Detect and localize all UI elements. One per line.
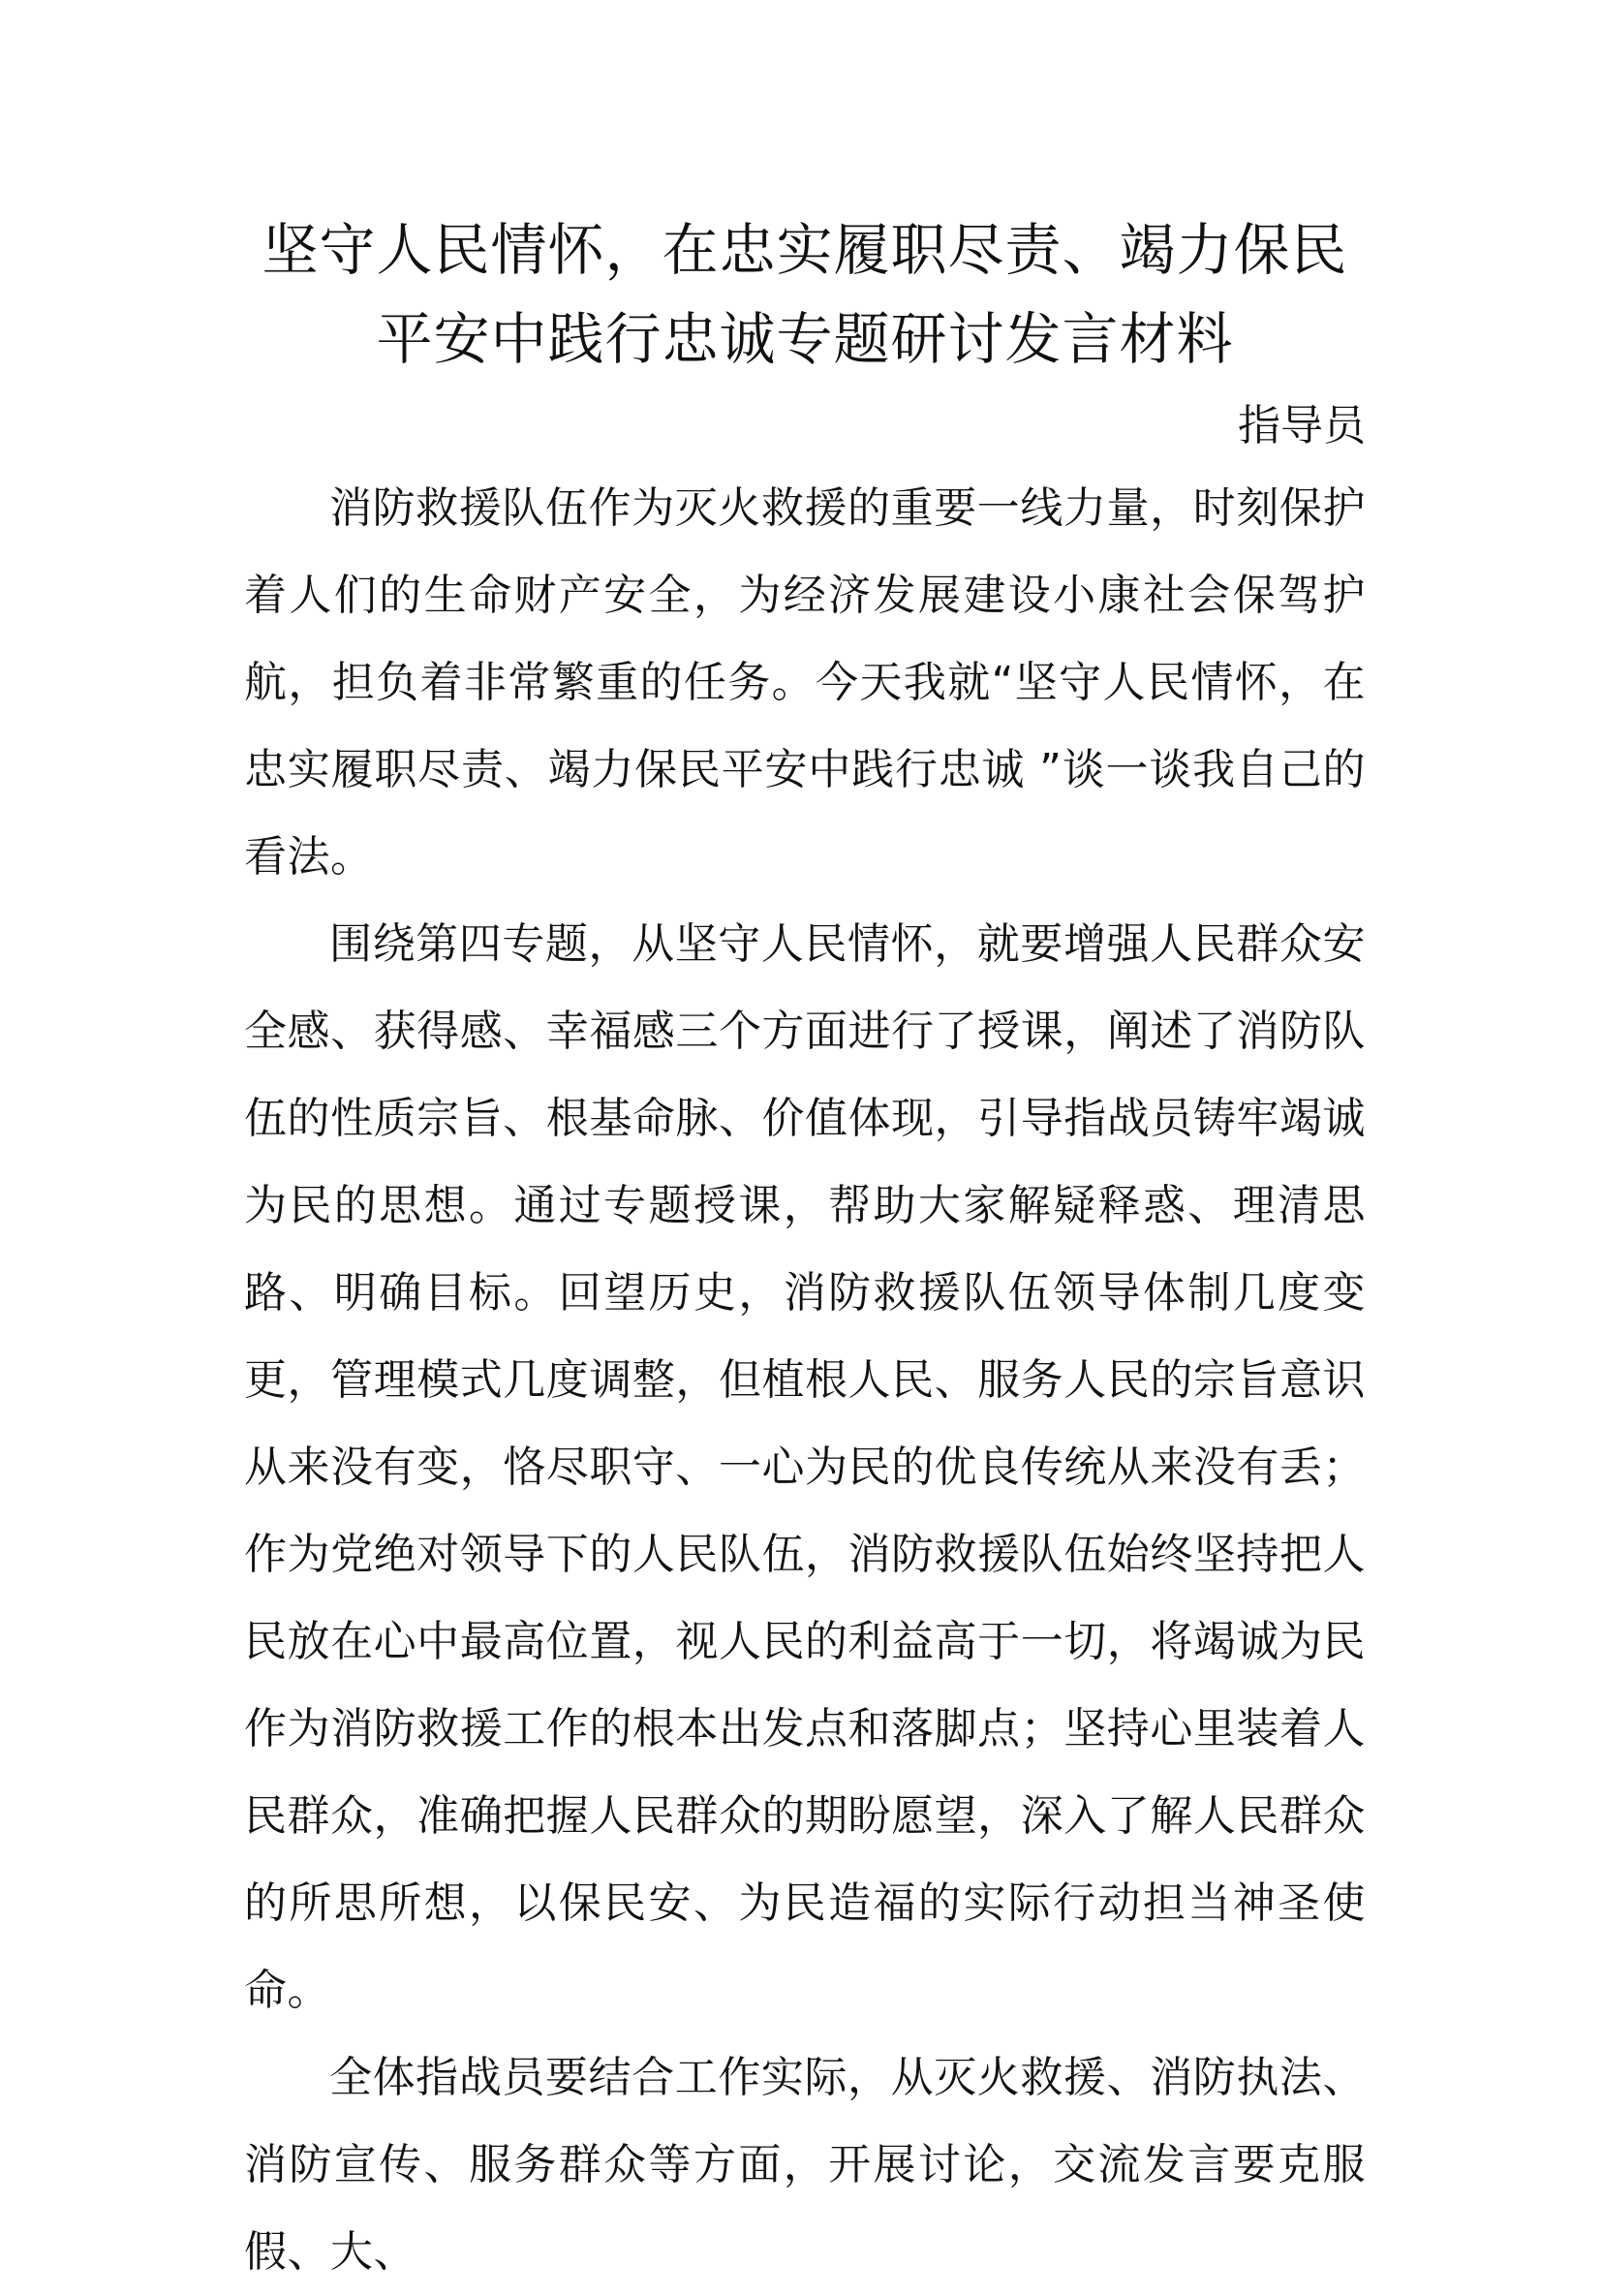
title-line-2: 平安中践行忠诚专题研讨发言材料 (376, 306, 1234, 372)
paragraph-2: 围绕第四专题，从坚守人民情怀，就要增强人民群众安全感、获得感、幸福感三个方面进行了授课，阐述了消防队伍的性质宗旨、根基命脉、价值体现，引导指战员铸牢竭诚为民的思想。通过专题授课，帮助大家解疑释惑、理清思路、明确目标。回望历史，消防救援队伍领导体制几度变更，管理模式几度调整，但植根人民、服务人民的宗旨意识从来没有变，恪尽职守、一心为民的优良传统从来没有丢；作为党绝对领导下的人民队伍，消防救援队伍始终坚持把人民放在心中最高位置，视人民的利益高于一切，将竭诚为民作为消防救援工作的根本出发点和落脚点；坚持心里装着人民群众，准确把握人民群众的期盼愿望，深入了解人民群众的所思所想，以保民安、为民造福的实际行动担当神圣使命。 (244, 919, 1366, 2015)
document-title (244, 205, 1366, 384)
document-content (244, 205, 1366, 2296)
title-line-1: 坚守人民情怀，在忠实履职尽责、竭力保民 (262, 217, 1348, 283)
author-role: 指导员 (1238, 401, 1366, 450)
paragraph-1: 消防救援队伍作为灭火救援的重要一线力量，时刻保护着人们的生命财产安全，为经济发展建设小康社会保驾护航，担负着非常繁重的任务。今天我就“坚守人民情怀，在忠实履职尽责、竭力保民平安中践行忠诚 ”谈一谈我自己的看法。 (244, 483, 1366, 882)
paragraph-3: 全体指战员要结合工作实际，从灭火救援、消防执法、消防宣传、服务群众等方面，开展讨论，交流发言要克服假、大、 (244, 2053, 1366, 2277)
